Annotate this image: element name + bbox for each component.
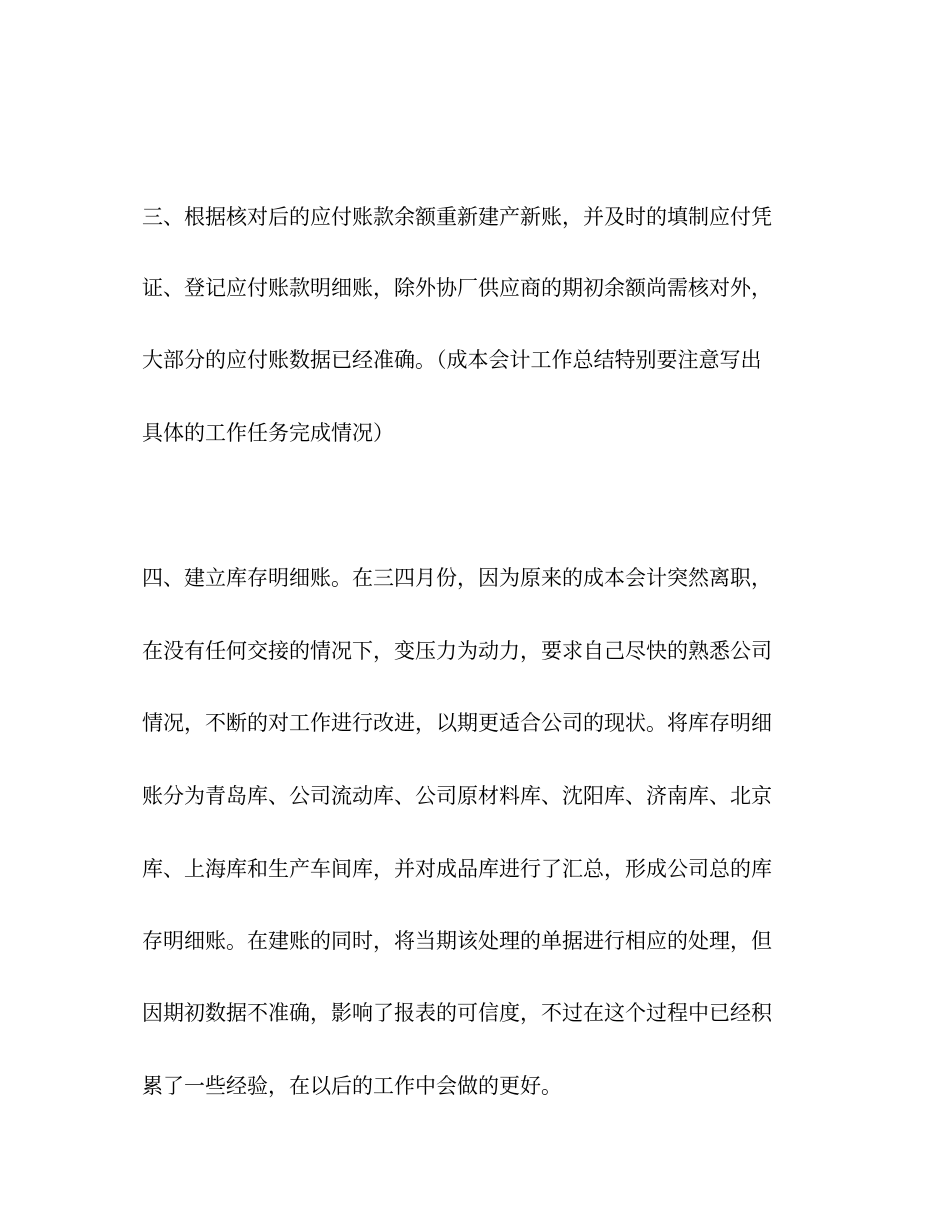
paragraph-3-line-3: 大部分的应付账数据已经准确。（成本会计工作总结特别要注意写出 (142, 348, 762, 372)
paragraph-3-line-4: 具体的工作任务完成情况） (142, 421, 394, 445)
paragraph-4-line-4: 账分为青岛库、公司流动库、公司原材料库、沈阳库、济南库、北京 (142, 784, 772, 808)
paragraph-4-line-3: 情况，不断的对工作进行改进，以期更适合公司的现状。将库存明细 (142, 711, 772, 735)
paragraph-3-line-2: 证、登记应付账款明细账，除外协厂供应商的期初余额尚需核对外， (142, 276, 772, 300)
paragraph-4-line-6: 存明细账。在建账的同时，将当期该处理的单据进行相应的处理，但 (142, 929, 772, 953)
paragraph-4-line-2: 在没有任何交接的情况下，变压力为动力，要求自己尽快的熟悉公司 (142, 639, 772, 663)
paragraph-4-line-8: 累了一些经验，在以后的工作中会做的更好。 (142, 1074, 562, 1098)
paragraph-4-line-7: 因期初数据不准确，影响了报表的可信度，不过在这个过程中已经积 (142, 1001, 772, 1025)
paragraph-3-line-1: 三、根据核对后的应付账款余额重新建产新账，并及时的填制应付凭 (142, 205, 772, 229)
paragraph-4-line-5: 库、上海库和生产车间库，并对成品库进行了汇总，形成公司总的库 (142, 857, 772, 881)
paragraph-4-line-1: 四、建立库存明细账。在三四月份，因为原来的成本会计突然离职， (142, 566, 772, 590)
